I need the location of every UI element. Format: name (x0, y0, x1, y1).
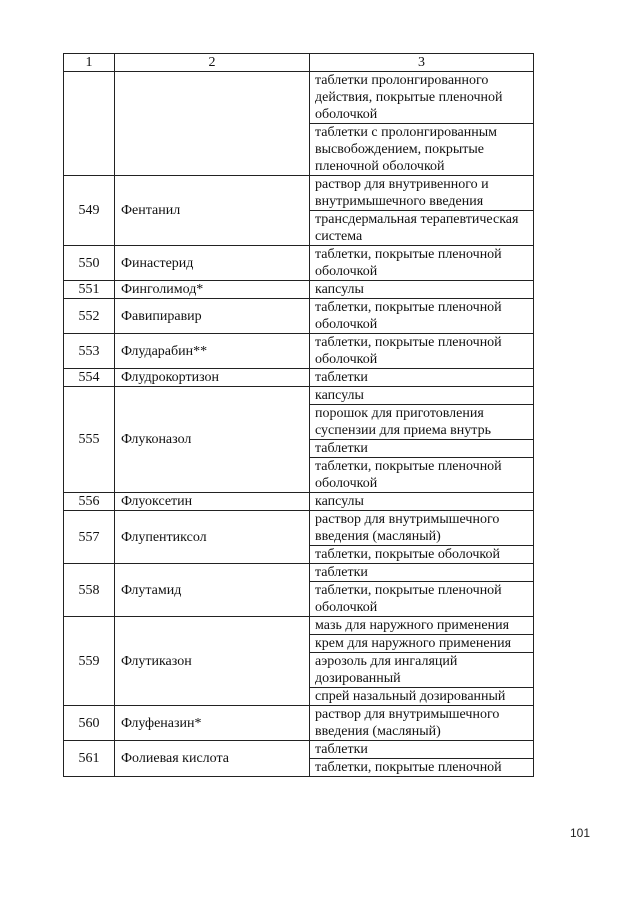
dosage-form: раствор для внутривенного и внутримышечного введения (310, 176, 534, 211)
dosage-form: таблетки, покрытые пленочной оболочкой (310, 582, 534, 617)
page-number: 101 (570, 826, 591, 840)
drug-name: Фавипиравир (115, 299, 310, 334)
drug-name: Финастерид (115, 246, 310, 281)
table-row (64, 281, 534, 299)
dosage-form: таблетки, покрытые пленочной оболочкой (310, 299, 534, 334)
dosage-form: спрей назальный дозированный (310, 688, 534, 706)
dosage-form: таблетки пролонгированного действия, покрытые пленочной оболочкой (310, 72, 534, 124)
header-col-3: 3 (310, 54, 534, 72)
drug-name: Флударабин** (115, 334, 310, 369)
table-row (64, 617, 534, 635)
dosage-form: таблетки (310, 741, 534, 759)
table-row (64, 176, 534, 211)
dosage-form: таблетки, покрытые пленочной оболочкой (310, 334, 534, 369)
dosage-form: трансдермальная терапевтическая система (310, 211, 534, 246)
table-row (64, 741, 534, 759)
medications-table (63, 53, 534, 777)
dosage-form: раствор для внутримышечного введения (масляный) (310, 706, 534, 741)
drug-name: Флутамид (115, 564, 310, 617)
dosage-form: порошок для приготовления суспензии для приема внутрь (310, 405, 534, 440)
table-row (64, 387, 534, 405)
row-number: 551 (64, 281, 115, 299)
table-row (64, 511, 534, 546)
dosage-form: таблетки с пролонгированным высвобождением, покрытые пленочной оболочкой (310, 124, 534, 176)
drug-name: Фолиевая кислота (115, 741, 310, 777)
dosage-form: крем для наружного применения (310, 635, 534, 653)
dosage-form: капсулы (310, 493, 534, 511)
dosage-form: таблетки, покрытые пленочной оболочкой (310, 458, 534, 493)
table-row (64, 706, 534, 741)
row-number: 556 (64, 493, 115, 511)
table-row (64, 493, 534, 511)
dosage-form: мазь для наружного применения (310, 617, 534, 635)
dosage-form: таблетки (310, 369, 534, 387)
table-row (64, 72, 534, 124)
row-number: 555 (64, 387, 115, 493)
header-col-1: 1 (64, 54, 115, 72)
row-number (64, 72, 115, 176)
drug-name: Флупентиксол (115, 511, 310, 564)
drug-name: Флуконазол (115, 387, 310, 493)
dosage-form: таблетки, покрытые пленочной оболочкой (310, 246, 534, 281)
drug-name: Флудрокортизон (115, 369, 310, 387)
row-number: 549 (64, 176, 115, 246)
row-number: 554 (64, 369, 115, 387)
table-row (64, 564, 534, 582)
row-number: 552 (64, 299, 115, 334)
row-number: 561 (64, 741, 115, 777)
header-col-2: 2 (115, 54, 310, 72)
table-row (64, 299, 534, 334)
table-header-row (64, 54, 534, 72)
dosage-form: таблетки, покрытые оболочкой (310, 546, 534, 564)
row-number: 550 (64, 246, 115, 281)
table-row (64, 246, 534, 281)
dosage-form: таблетки (310, 440, 534, 458)
row-number: 560 (64, 706, 115, 741)
drug-name: Флутиказон (115, 617, 310, 706)
row-number: 559 (64, 617, 115, 706)
dosage-form: таблетки (310, 564, 534, 582)
dosage-form: таблетки, покрытые пленочной (310, 759, 534, 777)
drug-name (115, 72, 310, 176)
dosage-form: капсулы (310, 387, 534, 405)
row-number: 557 (64, 511, 115, 564)
drug-name: Финголимод* (115, 281, 310, 299)
row-number: 553 (64, 334, 115, 369)
drug-name: Флуоксетин (115, 493, 310, 511)
dosage-form: аэрозоль для ингаляций дозированный (310, 653, 534, 688)
dosage-form: раствор для внутримышечного введения (масляный) (310, 511, 534, 546)
row-number: 558 (64, 564, 115, 617)
drug-name: Фентанил (115, 176, 310, 246)
table-row (64, 334, 534, 369)
drug-name: Флуфеназин* (115, 706, 310, 741)
dosage-form: капсулы (310, 281, 534, 299)
table-row (64, 369, 534, 387)
